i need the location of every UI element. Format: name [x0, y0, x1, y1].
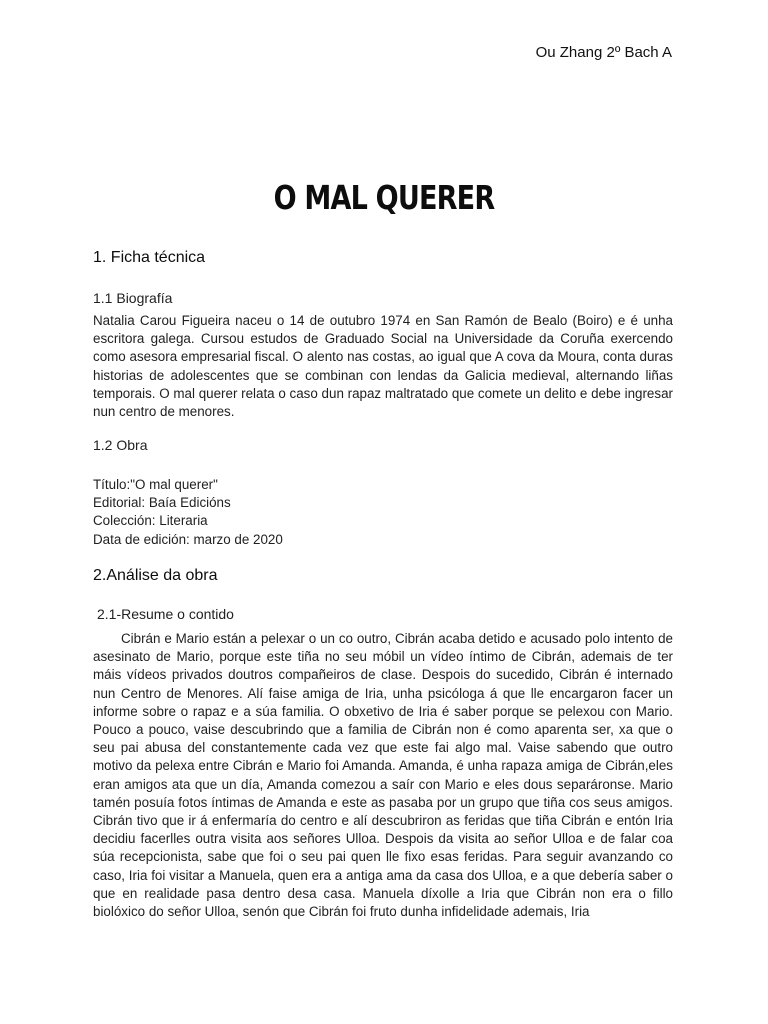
- section-heading-ficha-tecnica: 1. Ficha técnica: [93, 249, 206, 266]
- document-title: O MAL QUERER: [273, 178, 495, 217]
- subsection-heading-resume: 2.1-Resume o contido: [97, 606, 234, 622]
- subsection-heading-biografia: 1.1 Biografía: [93, 290, 173, 306]
- book-detail-publisher: Editorial: Baía Edicións: [93, 495, 231, 511]
- summary-paragraph: Cibrán e Mario están a pelexar o un co outro, Cibrán acaba detido e acusado polo intento de asesinato de Mario, porque este tiña no seu móbil un vídeo íntimo de Cibrán, ademais de ter máis vídeos privados doutros compañeiros de clase. Despois do sucedido, Cibrán é internado nun Centro de Menores. Alí faise amiga de Iria, unha psicóloga á que lle encargaron facer un informe sobre o rapaz e a súa familia. O obxetivo de Iria é saber porque se pelexou con Mario. Pouco a pouco, vaise descubrindo que a familia de Cibrán non é como aparenta ser, xa que o seu pai abusa del constantemente cada vez que este fai algo mal. Vaise sabendo que outro motivo da pelexa entre Cibrán e Mario foi Amanda. Amanda, é unha rapaza amiga de Cibrán,eles eran amigos ata que un día, Amanda comezou a saír con Mario e eles dous separáronse. Mario tamén posuía fotos íntimas de Amanda e este as pasaba por un grupo que tiña cos seus amigos. Cibrán tivo que ir á enfermaría do centro e alí descubriron as feridas que tiña Cibrán e entón Iria decidiu facerlles outra visita aos señores Ulloa. Despois da visita ao señor Ulloa e de falar coa súa recepcionista, sabe que foi o seu pai quen lle fixo esas feridas. Para seguir avanzando co caso, Iria foi visitar a Manuela, quen era a antiga ama da casa dos Ulloa, e a que debería saber o que en realidade pasa dentro desa casa. Manuela díxolle a Iria que Cibrán non era o fillo biolóxico do señor Ulloa, senón que Cibrán foi fruto dunha infidelidade ademais, Iria: [93, 631, 673, 920]
- book-details-list: [93, 476, 283, 549]
- book-detail-date: Data de edición: marzo de 2020: [93, 531, 283, 547]
- subsection-heading-obra: 1.2 Obra: [93, 437, 148, 453]
- book-detail-title: Título:"O mal querer": [93, 477, 218, 492]
- author-header: Ou Zhang 2º Bach A: [535, 44, 672, 61]
- biography-paragraph: Natalia Carou Figueira naceu o 14 de outubro 1974 en San Ramón de Bealo (Boiro) e é unha escritora galega. Cursou estudos de Graduado Social na Universidade da Coruña exercendo como asesora empresarial fiscal. O alento nas costas, ao igual que A cova da Moura, conta duras historias de adolescentes que se combinan con lendas da Galicia medieval, alternando liñas temporais. O mal querer relata o caso dun rapaz maltratado que comete un delito e debe ingresar nun centro de menores.: [93, 313, 673, 420]
- book-detail-collection: Colección: Literaria: [93, 513, 208, 529]
- section-heading-analise: 2.Análise da obra: [93, 567, 218, 584]
